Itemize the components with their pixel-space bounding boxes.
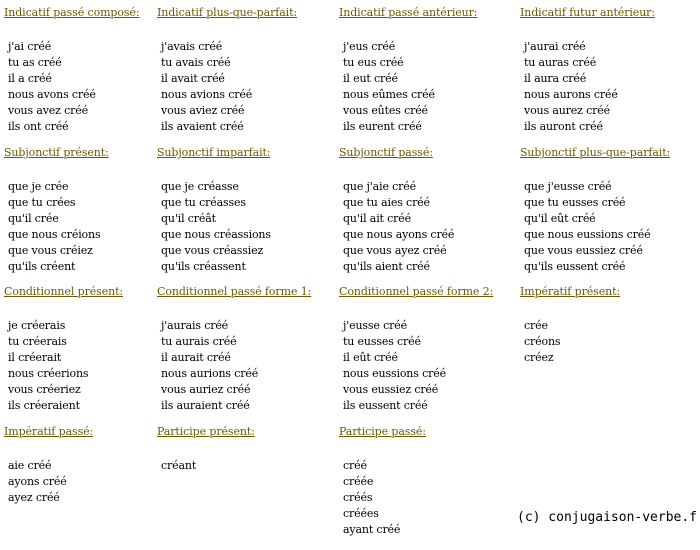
conjugation-line: nous avons créé bbox=[8, 88, 96, 101]
conjugation-line: ils auraient créé bbox=[161, 399, 250, 412]
tense-block bbox=[157, 285, 337, 414]
conjugation-line: que nous créassions bbox=[161, 228, 271, 241]
conjugation-line: qu'ils aient créé bbox=[343, 260, 430, 273]
tense-title: Conditionnel passé forme 1: bbox=[157, 285, 312, 298]
tense-title: Subjonctif imparfait: bbox=[157, 146, 271, 159]
conjugation-line: vous créeriez bbox=[8, 383, 81, 396]
copyright-notice: (c) conjugaison-verbe.f bbox=[517, 510, 698, 525]
conjugation-line: que nous ayons créé bbox=[343, 228, 455, 241]
conjugation-line: j'avais créé bbox=[161, 40, 223, 53]
conjugation-line: nous eussions créé bbox=[343, 367, 446, 380]
conjugation-line: tu eus créé bbox=[343, 56, 404, 69]
conjugation-line: créés bbox=[343, 491, 373, 504]
tense-block bbox=[339, 6, 519, 135]
conjugation-line: que tu aies créé bbox=[343, 196, 430, 209]
conjugation-line: que tu crées bbox=[8, 196, 76, 209]
conjugation-line: qu'il crée bbox=[8, 212, 59, 225]
conjugation-line: j'aurais créé bbox=[161, 319, 229, 332]
conjugation-line: nous eûmes créé bbox=[343, 88, 435, 101]
conjugation-line: il aura créé bbox=[524, 72, 587, 85]
conjugation-forms bbox=[157, 318, 337, 414]
conjugation-line: j'eusse créé bbox=[343, 319, 407, 332]
conjugation-line: tu avais créé bbox=[161, 56, 231, 69]
conjugation-line: qu'il créât bbox=[161, 212, 216, 225]
tense-title: Subjonctif passé: bbox=[339, 146, 433, 159]
conjugation-line: que vous créassiez bbox=[161, 244, 264, 257]
conjugation-line: tu eusses créé bbox=[343, 335, 421, 348]
conjugation-line: ils eurent créé bbox=[343, 120, 422, 133]
tense-title: Impératif présent: bbox=[520, 285, 621, 298]
conjugation-line: qu'ils créent bbox=[8, 260, 76, 273]
conjugation-line: que nous eussions créé bbox=[524, 228, 651, 241]
tense-block bbox=[339, 285, 519, 414]
conjugation-line: tu créerais bbox=[8, 335, 67, 348]
conjugation-line: que tu créasses bbox=[161, 196, 246, 209]
conjugation-line: il créerait bbox=[8, 351, 62, 364]
conjugation-line: créée bbox=[343, 475, 374, 488]
conjugation-line: il aurait créé bbox=[161, 351, 231, 364]
conjugation-forms bbox=[339, 179, 519, 275]
conjugation-line: qu'il eût créé bbox=[524, 212, 596, 225]
tense-title: Subjonctif plus-que-parfait: bbox=[520, 146, 671, 159]
tense-title: Participe passé: bbox=[339, 425, 426, 438]
conjugation-forms bbox=[520, 318, 700, 366]
tense-block bbox=[157, 146, 337, 275]
conjugation-line: qu'ils créassent bbox=[161, 260, 246, 273]
tense-block bbox=[520, 6, 700, 135]
conjugation-line: vous aurez créé bbox=[524, 104, 610, 117]
conjugation-line: que vous créiez bbox=[8, 244, 93, 257]
conjugation-line: crée bbox=[524, 319, 548, 332]
conjugation-line: ils eussent créé bbox=[343, 399, 428, 412]
conjugation-line: tu as créé bbox=[8, 56, 62, 69]
conjugation-line: ils auront créé bbox=[524, 120, 603, 133]
conjugation-line: j'ai créé bbox=[8, 40, 52, 53]
tense-title: Indicatif plus-que-parfait: bbox=[157, 6, 298, 19]
conjugation-forms bbox=[157, 458, 337, 474]
conjugation-line: tu aurais créé bbox=[161, 335, 237, 348]
conjugation-line: que j'eusse créé bbox=[524, 180, 612, 193]
conjugation-line: vous avez créé bbox=[8, 104, 88, 117]
conjugation-line: il avait créé bbox=[161, 72, 225, 85]
conjugation-line: que vous eussiez créé bbox=[524, 244, 643, 257]
tense-block bbox=[339, 146, 519, 275]
conjugation-line: ils ont créé bbox=[8, 120, 69, 133]
conjugation-line: créant bbox=[161, 459, 197, 472]
tense-block bbox=[157, 6, 337, 135]
tense-title: Indicatif passé antérieur: bbox=[339, 6, 478, 19]
conjugation-line: vous eussiez créé bbox=[343, 383, 439, 396]
tense-title: Participe présent: bbox=[157, 425, 255, 438]
conjugation-line: créées bbox=[343, 507, 379, 520]
conjugation-line: vous auriez créé bbox=[161, 383, 251, 396]
tense-title: Impératif passé: bbox=[4, 425, 94, 438]
conjugation-line: j'eus créé bbox=[343, 40, 396, 53]
conjugation-line: vous aviez créé bbox=[161, 104, 245, 117]
conjugation-line: vous eûtes créé bbox=[343, 104, 428, 117]
conjugation-line: que je créasse bbox=[161, 180, 239, 193]
conjugation-line: il a créé bbox=[8, 72, 52, 85]
conjugation-line: créons bbox=[524, 335, 561, 348]
conjugation-line: nous créerions bbox=[8, 367, 89, 380]
conjugation-line: ayant créé bbox=[343, 523, 401, 536]
tense-title: Subjonctif présent: bbox=[4, 146, 109, 159]
conjugation-line: que vous ayez créé bbox=[343, 244, 447, 257]
conjugation-line: qu'ils eussent créé bbox=[524, 260, 626, 273]
conjugation-line: nous avions créé bbox=[161, 88, 253, 101]
conjugation-line: il eût créé bbox=[343, 351, 398, 364]
tense-block bbox=[520, 146, 700, 275]
conjugation-line: ayons créé bbox=[8, 475, 67, 488]
conjugation-line: créez bbox=[524, 351, 554, 364]
tense-title: Indicatif futur antérieur: bbox=[520, 6, 655, 19]
tense-block bbox=[339, 425, 519, 538]
conjugation-forms bbox=[339, 39, 519, 135]
conjugation-line: aie créé bbox=[8, 459, 52, 472]
conjugation-forms bbox=[339, 318, 519, 414]
tense-title: Indicatif passé composé: bbox=[4, 6, 140, 19]
conjugation-line: ils créeraient bbox=[8, 399, 80, 412]
conjugation-forms bbox=[520, 39, 700, 135]
tense-title: Conditionnel présent: bbox=[4, 285, 124, 298]
conjugation-forms bbox=[157, 39, 337, 135]
conjugation-line: ils avaient créé bbox=[161, 120, 244, 133]
conjugation-line: j'aurai créé bbox=[524, 40, 586, 53]
tense-block bbox=[520, 285, 700, 366]
conjugation-line: je créerais bbox=[8, 319, 66, 332]
tense-title: Conditionnel passé forme 2: bbox=[339, 285, 494, 298]
conjugation-line: que nous créions bbox=[8, 228, 101, 241]
conjugation-line: que j'aie créé bbox=[343, 180, 416, 193]
conjugation-line: que tu eusses créé bbox=[524, 196, 626, 209]
conjugation-forms bbox=[520, 179, 700, 275]
conjugation-forms bbox=[157, 179, 337, 275]
conjugation-line: nous aurions créé bbox=[161, 367, 259, 380]
conjugation-line: créé bbox=[343, 459, 367, 472]
tense-block bbox=[157, 425, 337, 474]
conjugation-line: tu auras créé bbox=[524, 56, 597, 69]
conjugation-line: que je crée bbox=[8, 180, 69, 193]
conjugation-line: il eut créé bbox=[343, 72, 398, 85]
conjugation-line: qu'il ait créé bbox=[343, 212, 412, 225]
conjugation-line: ayez créé bbox=[8, 491, 60, 504]
conjugation-forms bbox=[339, 458, 519, 538]
conjugation-line: nous aurons créé bbox=[524, 88, 618, 101]
